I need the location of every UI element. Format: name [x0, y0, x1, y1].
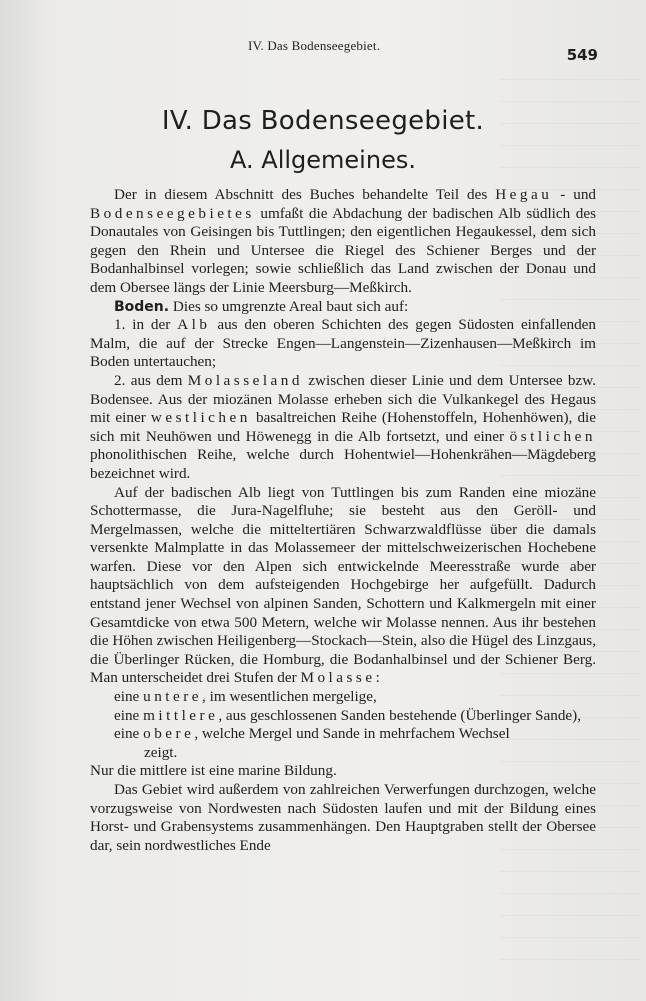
list-item: 2. aus dem Molasseland zwischen dieser Linie und dem Untersee bzw. Bodensee. Aus der miozänen Molasse erheben sich die Vulkankegel des Hegaus mit einer westlichen basaltreichen Reihe (Hohenstoffeln, Hohenhöwen), die sich mit Neuhöwen und Höwenegg in die Alb fortsetzt, und einer östlichen phonolithischen Reihe, welche durch Hohentwiel—Hohenkrähen—Mägdeberg bezeichnet wird. — [90, 371, 596, 482]
run-in-heading: Boden. — [114, 298, 170, 315]
spaced-term: Bodenseegebietes — [90, 204, 255, 222]
spaced-term: östlichen — [509, 427, 596, 445]
paragraph-verwerfungen: Das Gebiet wird außerdem von zahlreichen Verwerfungen durchzogen, welche vorzugsweise von Nordwesten nach Südosten laufen und mit der Bildung eines Horst- und Grabensystems zusammenhängen. Den Hauptgraben stellt der Obersee dar, sein nordwestliches Ende — [90, 781, 596, 854]
molasse-stage: eine obere, welche Mergel und Sande in mehrfachem Wechsel zeigt. — [114, 725, 510, 761]
paragraph-intro: Der in diesem Abschnitt des Buches behandelte Teil des Hegau - und Bodenseegebietes umfaßt die Abdachung der badischen Alb südlich des Donautales von Geisingen bis Tuttlingen; den eigentlichen Hegaukessel, dem sich gegen den Rhein und Untersee die Riegel des Schiener Berges und der Bodanhalbinsel vorlegen; sowie schließlich das Land zwischen der Donau und dem Obersee längs der Linie Meersburg—Meßkirch. — [90, 186, 597, 296]
body-text — [90, 186, 596, 855]
spaced-term: westlichen — [150, 409, 251, 427]
chapter-title: IV. Das Bodenseegebiet. — [161, 106, 485, 136]
spaced-term: mittlere — [143, 706, 219, 724]
spaced-term: Hegau — [495, 186, 553, 203]
paragraph-boden: Boden. Dies so umgrenzte Areal baut sich auf: — [114, 297, 409, 315]
spaced-term: untere — [143, 688, 203, 706]
running-head: IV. Das Bodenseegebiet. — [248, 38, 381, 53]
molasse-stage: eine untere, im wesentlichen mergelige, — [114, 688, 377, 706]
paragraph-molasse: Auf der badischen Alb liegt von Tuttlingen bis zum Randen eine miozäne Schottermasse, die Jura-Nagelfluhe; sie besteht aus den Geröll- und Mergelmassen, welche die mitteltertiären Schwarzwaldflüsse über die damals versenkte Malmplatte in das Molassemeer der mittelschweizerischen Hochebene warfen. Diese vor den Alpen sich entwickelnde Meeresstraße wurde aber hauptsächlich von dem aufsteigenden Hochgebirge her aufgefüllt. Dadurch entstand jener Wechsel von alpinen Sanden, Schottern und Kalkmergeln mit einer Gesamtdicke von etwa 500 Metern, welche wir Molasse nennen. Aus ihr bestehen die Höhen zwischen Heiligenberg—Stockach—Stein, also die Hügel des Linzgaus, die Überlinger Rücken, die Homburg, die Bodanhalbinsel und der Schiener Berg. Man unterscheidet drei Stufen der Molasse: — [90, 483, 596, 687]
section-title: A. Allgemeines. — [230, 146, 416, 174]
page-number: 549 — [566, 46, 598, 64]
spaced-term: obere — [143, 725, 195, 743]
spaced-term: Molasseland — [187, 371, 303, 389]
spaced-term: Alb — [177, 316, 211, 334]
paragraph-marine: Nur die mittlere ist eine marine Bildung. — [90, 762, 337, 780]
spaced-term: Molasse — [300, 669, 376, 687]
list-item: 1. in der Alb aus den oberen Schichten des gegen Südosten einfallenden Malm, die auf der Strecke Engen—Langenstein—Zizenhausen—Meßkirch im Boden untertauchen; — [90, 316, 596, 371]
molasse-stage: eine mittlere, aus geschlossenen Sanden bestehende (Überlinger Sande), — [114, 706, 582, 724]
